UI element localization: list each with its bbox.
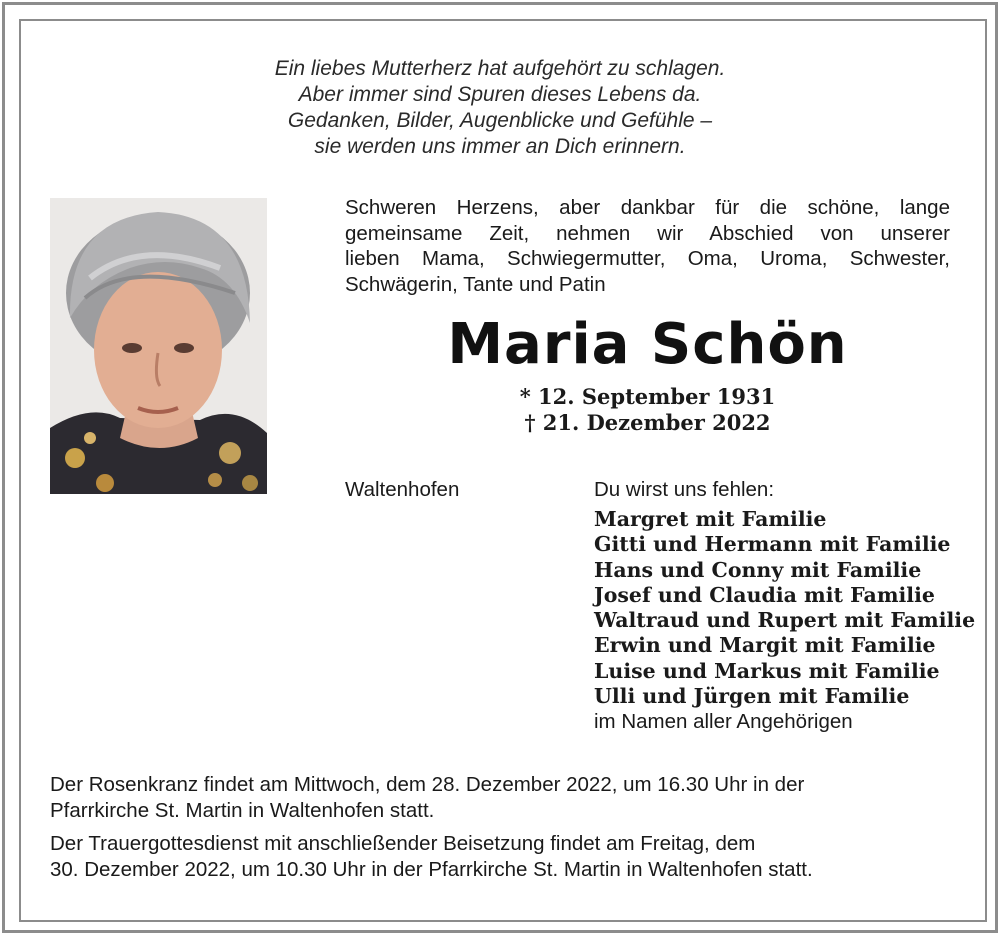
funeral-line: 30. Dezember 2022, um 10.30 Uhr in der Pfarrkirche St. Martin in Waltenhofen statt. [50, 857, 813, 881]
behalf-line: im Namen aller Angehörigen [594, 710, 853, 733]
family-entry: Gitti und Hermann mit Familie [594, 532, 951, 557]
portrait-illustration [50, 198, 267, 494]
family-entry: Luise und Markus mit Familie [594, 658, 940, 683]
miss-line: Du wirst uns fehlen: [594, 478, 775, 501]
family-entry: Josef und Claudia mit Familie [594, 582, 935, 607]
birth-date: * 12. September 1931 [519, 384, 776, 409]
poem-line: sie werden uns immer an Dich erinnern. [314, 135, 686, 158]
portrait-photo [50, 198, 267, 494]
poem-line: Gedanken, Bilder, Augenblicke und Gefühle – [287, 109, 713, 132]
family-entry: Hans und Conny mit Familie [594, 557, 922, 582]
intro-line: Schwägerin, Tante und Patin [345, 272, 606, 296]
death-date: † 21. Dezember 2022 [524, 410, 771, 435]
intro-line: lieben Mama, Schwiegermutter, Oma, Uroma, Schwester, [345, 247, 950, 270]
family-entry: Erwin und Margit mit Familie [594, 633, 936, 658]
family-entry: Margret mit Familie [594, 507, 827, 531]
place-name: Waltenhofen [345, 478, 460, 501]
rosary-line: Pfarrkirche St. Martin in Waltenhofen statt. [50, 798, 435, 822]
intro-line: Schweren Herzens, aber dankbar für die schöne, lange [345, 196, 950, 219]
poem-line: Aber immer sind Spuren dieses Lebens da. [298, 83, 702, 106]
life-dates [345, 384, 950, 436]
deceased-name: Maria Schön [447, 312, 848, 377]
intro-text [345, 195, 950, 297]
family-entry: Waltraud und Rupert mit Familie [594, 608, 976, 633]
intro-line: gemeinsame Zeit, nehmen wir Abschied von unserer [345, 221, 950, 245]
funeral-line: Der Trauergottesdienst mit anschließender Beisetzung findet am Freitag, dem [50, 832, 756, 855]
family-list [594, 507, 976, 709]
poem [100, 56, 900, 160]
poem-line: Ein liebes Mutterherz hat aufgehört zu schlagen. [274, 57, 726, 80]
rosary-line: Der Rosenkranz findet am Mittwoch, dem 28. Dezember 2022, um 16.30 Uhr in der [50, 773, 805, 796]
family-entry: Ulli und Jürgen mit Familie [594, 684, 910, 709]
service-info [50, 772, 955, 882]
